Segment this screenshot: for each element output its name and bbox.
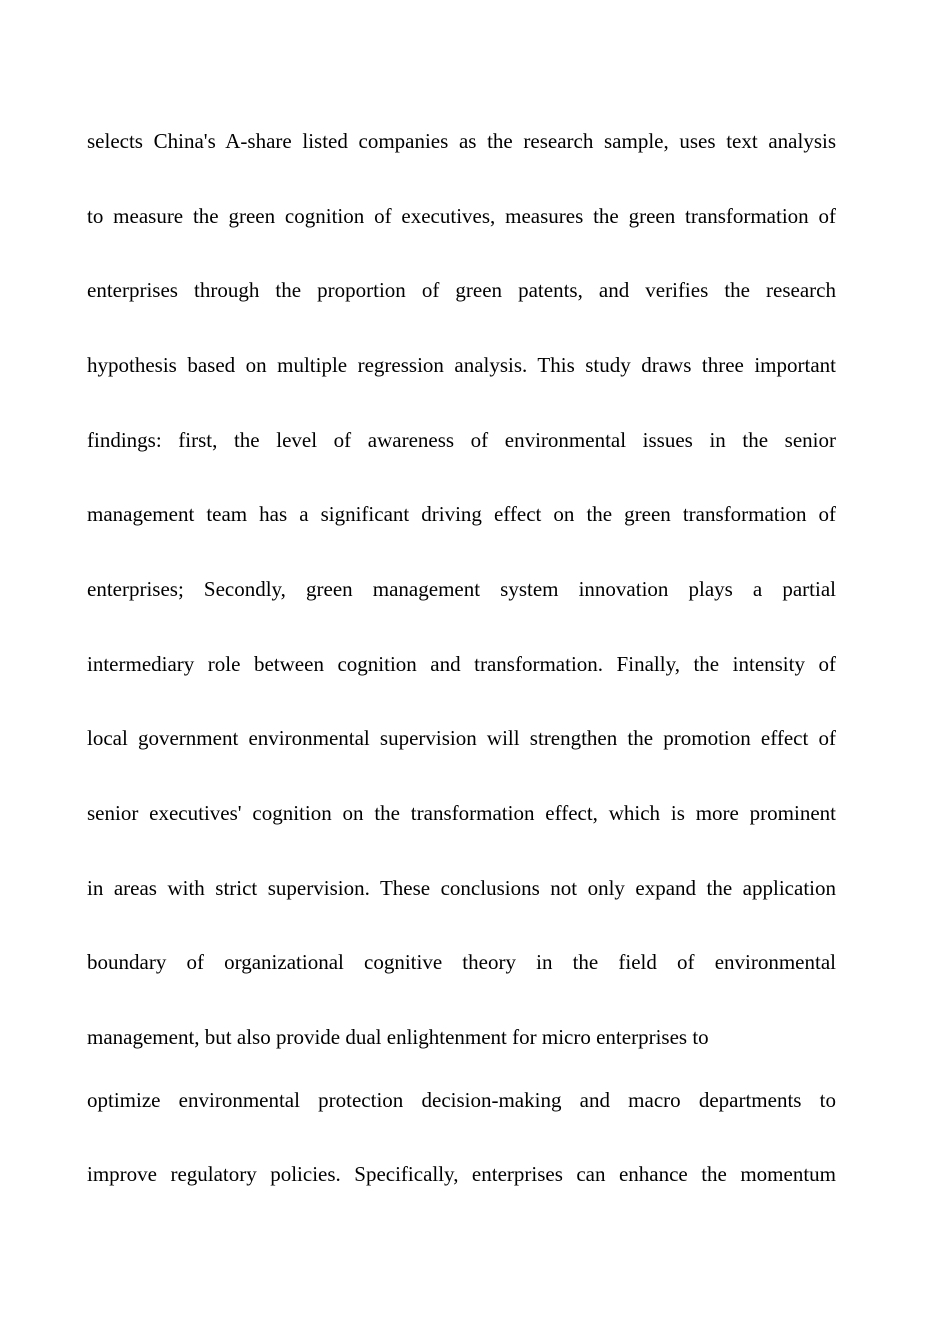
text-line-3: enterprises through the proportion of green patents, and verifies the research xyxy=(87,278,836,302)
text-line-4: hypothesis based on multiple regression analysis. This study draws three important xyxy=(87,353,836,377)
text-line-11: in areas with strict supervision. These conclusions not only expand the application xyxy=(87,876,836,900)
text-line-15: improve regulatory policies. Specifically, enterprises can enhance the momentum xyxy=(87,1162,836,1186)
text-line-6: management team has a significant driving effect on the green transformation of xyxy=(87,502,836,526)
text-line-2: to measure the green cognition of executives, measures the green transformation of xyxy=(87,204,836,228)
text-line-1: selects China's A-share listed companies as the research sample, uses text analysis xyxy=(87,129,836,153)
text-line-12: boundary of organizational cognitive theory in the field of environmental xyxy=(87,950,836,974)
text-line-10: senior executives' cognition on the transformation effect, which is more prominent xyxy=(87,801,836,825)
text-line-8: intermediary role between cognition and transformation. Finally, the intensity of xyxy=(87,652,836,676)
text-line-9: local government environmental supervision will strengthen the promotion effect of xyxy=(87,726,836,750)
text-line-14: optimize environmental protection decision-making and macro departments to xyxy=(87,1088,836,1112)
text-line-7: enterprises; Secondly, green management system innovation plays a partial xyxy=(87,577,836,601)
text-line-5: findings: first, the level of awareness of environmental issues in the senior xyxy=(87,428,836,452)
text-line-13: management, but also provide dual enlightenment for micro enterprises to xyxy=(87,1025,709,1049)
